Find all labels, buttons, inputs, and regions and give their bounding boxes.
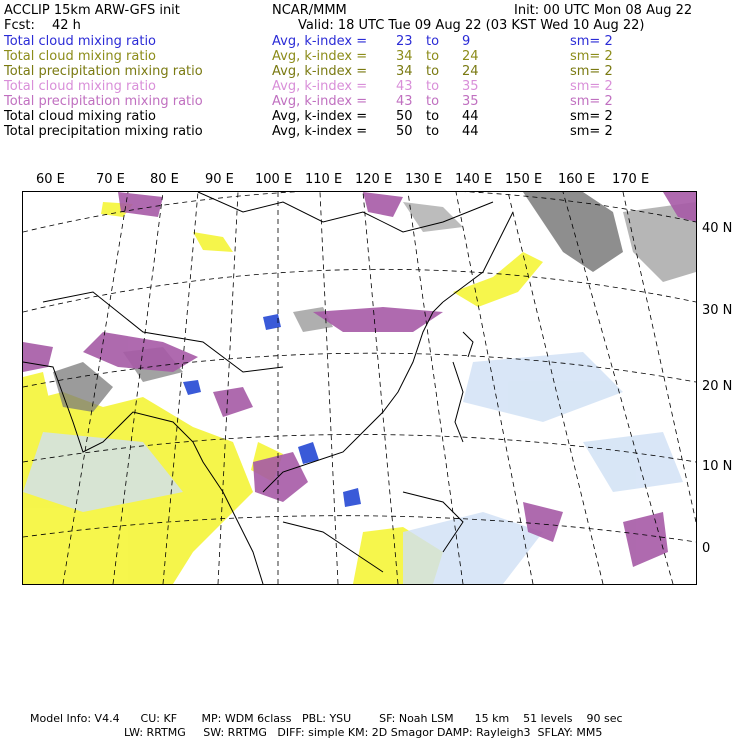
legend-smoothing: sm= 2 [570,79,613,94]
legend-smoothing: sm= 2 [570,109,613,124]
legend-to: to [426,64,440,79]
legend-smoothing: sm= 2 [570,94,613,109]
longitude-label: 130 E [405,172,443,187]
legend-to: to [426,49,440,64]
legend-field-name: Total precipitation mixing ratio [4,94,203,109]
longitude-label: 110 E [305,172,343,187]
legend-k-start: 34 [396,49,413,64]
longitude-label: 150 E [505,172,543,187]
legend-avg-label: Avg, k-index = [272,79,368,94]
legend-smoothing: sm= 2 [570,124,613,139]
map-panel [22,191,697,585]
latitude-label: 40 N [702,221,733,236]
latitude-label: 10 N [702,459,733,474]
forecast-label: Fcst: [4,18,35,33]
legend-smoothing: sm= 2 [570,34,613,49]
map-canvas [23,192,696,584]
legend-k-end: 9 [462,34,471,49]
legend-k-start: 43 [396,79,413,94]
legend-avg-label: Avg, k-index = [272,109,368,124]
org-label: NCAR/MMM [272,3,347,18]
latitude-label: 0 [702,541,711,556]
legend-avg-label: Avg, k-index = [272,34,368,49]
longitude-label: 90 E [205,172,234,187]
legend-k-end: 35 [462,79,479,94]
latitude-label: 30 N [702,303,733,318]
legend-field-name: Total cloud mixing ratio [4,109,157,124]
legend-k-start: 50 [396,109,413,124]
legend-field-name: Total cloud mixing ratio [4,79,157,94]
legend-k-end: 24 [462,49,479,64]
longitude-label: 120 E [355,172,393,187]
legend-k-start: 43 [396,94,413,109]
latitude-label: 20 N [702,379,733,394]
legend-k-end: 35 [462,94,479,109]
longitude-label: 170 E [612,172,650,187]
init-time: Init: 00 UTC Mon 08 Aug 22 [514,3,693,18]
legend-k-start: 34 [396,64,413,79]
legend-field-name: Total cloud mixing ratio [4,34,157,49]
legend-avg-label: Avg, k-index = [272,94,368,109]
legend-to: to [426,109,440,124]
legend-field-name: Total precipitation mixing ratio [4,64,203,79]
longitude-label: 60 E [36,172,65,187]
legend-k-end: 44 [462,124,479,139]
legend-avg-label: Avg, k-index = [272,124,368,139]
longitude-label: 140 E [455,172,493,187]
model-info-line2: LW: RRTMG SW: RRTMG DIFF: simple KM: 2D Smagor DAMP: Rayleigh3 SFLAY: MM5 [124,726,603,739]
legend-to: to [426,34,440,49]
longitude-label: 160 E [558,172,596,187]
legend-field-name: Total cloud mixing ratio [4,49,157,64]
legend-avg-label: Avg, k-index = [272,64,368,79]
model-info-line1: Model Info: V4.4 CU: KF MP: WDM 6class PBL: YSU SF: Noah LSM 15 km 51 levels 90 sec [30,712,623,725]
legend-to: to [426,124,440,139]
legend-k-start: 50 [396,124,413,139]
longitude-label: 100 E [255,172,293,187]
legend-k-end: 24 [462,64,479,79]
legend-k-end: 44 [462,109,479,124]
legend-k-start: 23 [396,34,413,49]
legend-avg-label: Avg, k-index = [272,49,368,64]
valid-time: Valid: 18 UTC Tue 09 Aug 22 (03 KST Wed 10 Aug 22) [298,18,645,33]
model-title: ACCLIP 15km ARW-GFS init [4,3,180,18]
longitude-label: 80 E [150,172,179,187]
legend-field-name: Total precipitation mixing ratio [4,124,203,139]
legend-to: to [426,79,440,94]
legend-to: to [426,94,440,109]
legend-smoothing: sm= 2 [570,64,613,79]
longitude-label: 70 E [96,172,125,187]
forecast-hours: 42 h [52,18,81,33]
legend-smoothing: sm= 2 [570,49,613,64]
